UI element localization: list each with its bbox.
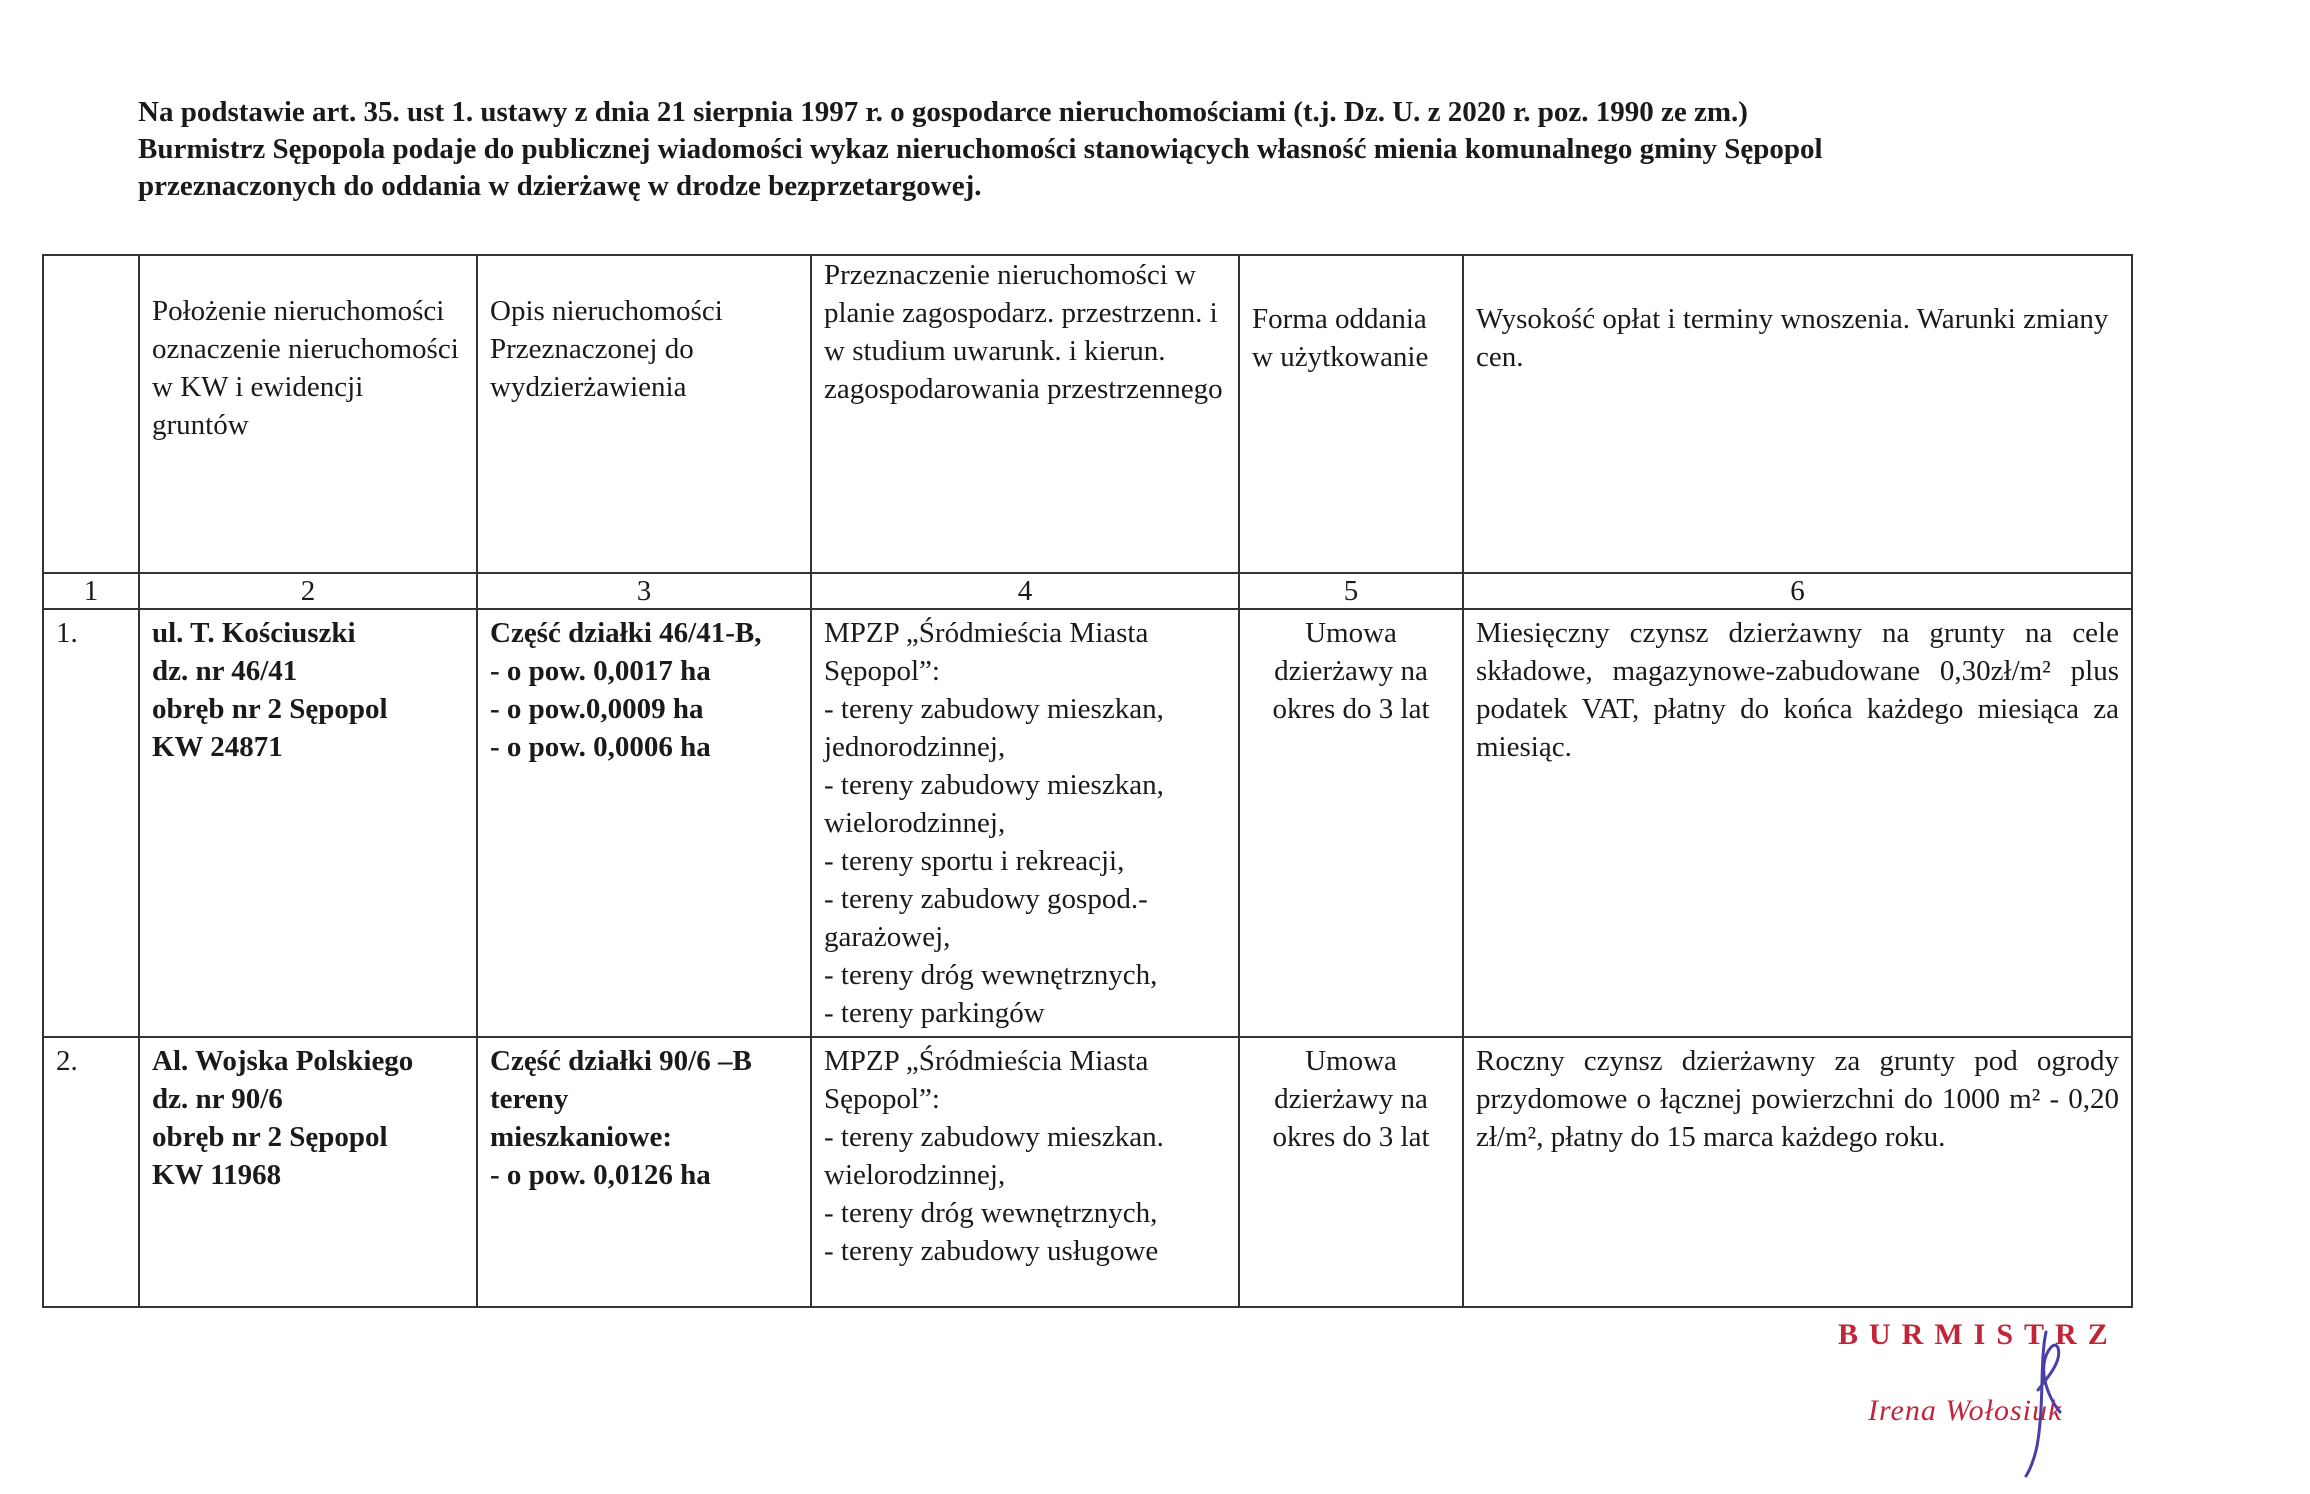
row-location (139, 1037, 477, 1307)
row-form: Umowa dzierżawy na okres do 3 lat (1239, 609, 1463, 1037)
plan-line: MPZP „Śródmieścia Miasta Sępopol”: (824, 1045, 1149, 1115)
table-row (43, 1037, 2132, 1307)
intro-line-2: Burmistrz Sępopola podaje do publicznej wiadomości wykaz nieruchomości stanowiących własność mienia komunalnego gminy Sępopol (138, 133, 1823, 165)
location-plot: dz. nr 46/41 (152, 655, 298, 687)
property-table (42, 254, 2133, 1308)
column-number: 5 (1239, 573, 1463, 609)
row-lp: 1. (43, 609, 139, 1037)
description-line: - o pow. 0,0126 ha (490, 1159, 711, 1191)
location-precinct: obręb nr 2 Sępopol (152, 1121, 388, 1153)
row-fees: Miesięczny czynsz dzierżawny na grunty na cele składowe, magazynowe-zabudowane 0,30zł/m² plus podatek VAT, płatny do końca każdego miesiąca za miesiąc. (1463, 609, 2132, 1037)
plan-line: - tereny zabudowy mieszkan. wielorodzinnej, (824, 1121, 1164, 1191)
plan-line: - tereny parkingów (824, 997, 1045, 1029)
location-kw: KW 11968 (152, 1159, 282, 1191)
intro-line-3: przeznaczonych do oddania w dzierżawę w drodze bezprzetargowej. (138, 170, 982, 202)
row-form: Umowa dzierżawy na okres do 3 lat (1239, 1037, 1463, 1307)
description-line: - o pow.0,0009 ha (490, 693, 704, 725)
description-line: - o pow. 0,0017 ha (490, 655, 711, 687)
header-description: Opis nieruchomości Przeznaczonej do wydzierżawienia (477, 255, 811, 573)
description-line: - o pow. 0,0006 ha (490, 731, 711, 763)
location-street: ul. T. Kościuszki (152, 617, 356, 649)
location-street: Al. Wojska Polskiego (152, 1045, 414, 1077)
header-form: Forma oddania w użytkowanie (1239, 255, 1463, 573)
column-number: 3 (477, 573, 811, 609)
row-lp: 2. (43, 1037, 139, 1307)
plan-line: - tereny sportu i rekreacji, (824, 845, 1125, 877)
stamp-title: BURMISTRZ (1838, 1318, 2119, 1351)
column-number: 6 (1463, 573, 2132, 609)
row-description (477, 1037, 811, 1307)
header-fees: Wysokość opłat i terminy wnoszenia. Warunki zmiany cen. (1463, 255, 2132, 573)
table-header-row (43, 255, 2132, 573)
location-kw: KW 24871 (152, 731, 283, 763)
plan-line: - tereny zabudowy mieszkan, wielorodzinnej, (824, 769, 1164, 839)
plan-line: MPZP „Śródmieścia Miasta Sępopol”: (824, 617, 1149, 687)
description-line: Część działki 46/41-B, (490, 617, 762, 649)
stamp-name: Irena Wołosiuk (1868, 1394, 2063, 1427)
row-location (139, 609, 477, 1037)
column-number: 1 (43, 573, 139, 609)
plan-line: - tereny zabudowy usługowe (824, 1235, 1159, 1267)
handwritten-signature (2000, 1320, 2080, 1480)
location-precinct: obręb nr 2 Sępopol (152, 693, 388, 725)
column-number-row (43, 573, 2132, 609)
plan-line: - tereny dróg wewnętrznych, (824, 1197, 1158, 1229)
row-plan (811, 609, 1239, 1037)
column-number: 2 (139, 573, 477, 609)
row-fees: Roczny czynsz dzierżawny za grunty pod ogrody przydomowe o łącznej powierzchni do 1000 m² - 0,20 zł/m², płatny do 15 marca każdego roku. (1463, 1037, 2132, 1307)
header-lp (43, 255, 139, 573)
row-plan (811, 1037, 1239, 1307)
plan-line: - tereny zabudowy mieszkan, jednorodzinnej, (824, 693, 1164, 763)
header-plan: Przeznaczenie nieruchomości w planie zagospodarz. przestrzenn. i w studium uwarunk. i kierun. zagospodarowania przestrzennego (811, 255, 1239, 573)
column-number: 4 (811, 573, 1239, 609)
plan-line: - tereny dróg wewnętrznych, (824, 959, 1158, 991)
description-line: tereny (490, 1083, 569, 1115)
location-plot: dz. nr 90/6 (152, 1083, 283, 1115)
row-description (477, 609, 811, 1037)
table-row (43, 609, 2132, 1037)
header-location: Położenie nieruchomości oznaczenie nieruchomości w KW i ewidencji gruntów (139, 255, 477, 573)
intro-text (138, 94, 2138, 205)
intro-line-1: Na podstawie art. 35. ust 1. ustawy z dnia 21 sierpnia 1997 r. o gospodarce nieruchomościami (t.j. Dz. U. z 2020 r. poz. 1990 ze zm.) (138, 96, 1748, 128)
plan-line: - tereny zabudowy gospod.-garażowej, (824, 883, 1148, 953)
description-line: Część działki 90/6 –B (490, 1045, 752, 1077)
description-line: mieszkaniowe: (490, 1121, 673, 1153)
